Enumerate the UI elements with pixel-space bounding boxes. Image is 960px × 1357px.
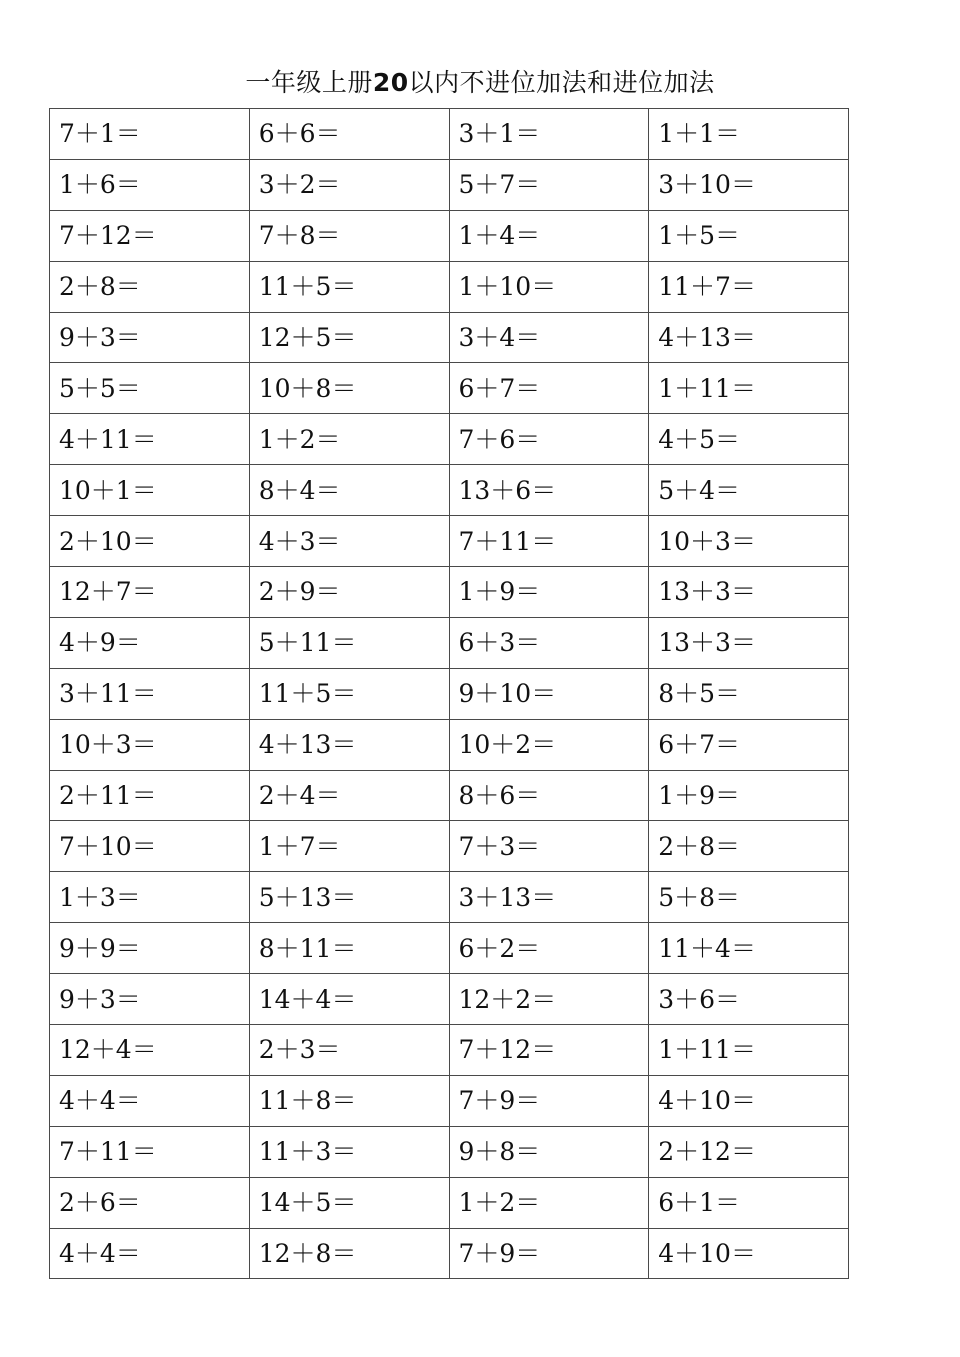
problem-cell: 9＋9＝ — [50, 923, 250, 974]
problem-cell: 8＋5＝ — [649, 668, 849, 719]
problem-cell: 5＋7＝ — [449, 159, 649, 210]
problem-cell: 1＋2＝ — [449, 1177, 649, 1228]
problem-cell: 7＋9＝ — [449, 1228, 649, 1279]
problem-cell: 8＋6＝ — [449, 770, 649, 821]
problem-table — [49, 108, 849, 1279]
problem-cell: 4＋11＝ — [50, 414, 250, 465]
table-row — [50, 1075, 849, 1126]
problem-cell: 5＋13＝ — [249, 872, 449, 923]
problem-cell: 8＋4＝ — [249, 465, 449, 516]
problem-cell: 1＋6＝ — [50, 159, 250, 210]
problem-cell: 6＋3＝ — [449, 617, 649, 668]
problem-cell: 1＋10＝ — [449, 261, 649, 312]
table-row — [50, 923, 849, 974]
problem-cell: 3＋13＝ — [449, 872, 649, 923]
problem-cell: 4＋13＝ — [649, 312, 849, 363]
problem-cell: 1＋1＝ — [649, 109, 849, 160]
table-row — [50, 617, 849, 668]
table-row — [50, 668, 849, 719]
problem-cell: 3＋2＝ — [249, 159, 449, 210]
problem-cell: 11＋5＝ — [249, 261, 449, 312]
table-row — [50, 210, 849, 261]
table-row — [50, 770, 849, 821]
problem-cell: 13＋3＝ — [649, 617, 849, 668]
problem-cell: 14＋5＝ — [249, 1177, 449, 1228]
problem-cell: 1＋5＝ — [649, 210, 849, 261]
problem-cell: 2＋8＝ — [649, 821, 849, 872]
table-row — [50, 261, 849, 312]
problem-cell: 7＋11＝ — [449, 516, 649, 567]
problem-cell: 13＋3＝ — [649, 567, 849, 618]
table-row — [50, 1025, 849, 1076]
table-row — [50, 1177, 849, 1228]
table-row — [50, 109, 849, 160]
problem-cell: 7＋3＝ — [449, 821, 649, 872]
table-row — [50, 719, 849, 770]
problem-cell: 7＋8＝ — [249, 210, 449, 261]
problem-cell: 12＋4＝ — [50, 1025, 250, 1076]
problem-cell: 5＋11＝ — [249, 617, 449, 668]
problem-cell: 11＋4＝ — [649, 923, 849, 974]
problem-cell: 10＋2＝ — [449, 719, 649, 770]
problem-cell: 4＋10＝ — [649, 1228, 849, 1279]
table-row — [50, 363, 849, 414]
problem-cell: 3＋1＝ — [449, 109, 649, 160]
problem-cell: 1＋9＝ — [449, 567, 649, 618]
problem-cell: 7＋11＝ — [50, 1126, 250, 1177]
problem-cell: 9＋8＝ — [449, 1126, 649, 1177]
problem-cell: 12＋2＝ — [449, 974, 649, 1025]
problem-cell: 1＋3＝ — [50, 872, 250, 923]
table-row — [50, 414, 849, 465]
table-row — [50, 974, 849, 1025]
problem-cell: 1＋2＝ — [249, 414, 449, 465]
problem-cell: 9＋3＝ — [50, 974, 250, 1025]
problem-cell: 3＋10＝ — [649, 159, 849, 210]
table-row — [50, 516, 849, 567]
problem-cell: 5＋4＝ — [649, 465, 849, 516]
problem-cell: 1＋11＝ — [649, 363, 849, 414]
table-row — [50, 159, 849, 210]
problem-cell: 1＋4＝ — [449, 210, 649, 261]
problem-cell: 7＋1＝ — [50, 109, 250, 160]
problem-cell: 11＋5＝ — [249, 668, 449, 719]
problem-cell: 2＋11＝ — [50, 770, 250, 821]
problem-cell: 2＋4＝ — [249, 770, 449, 821]
problem-cell: 4＋4＝ — [50, 1228, 250, 1279]
problem-cell: 13＋6＝ — [449, 465, 649, 516]
problem-cell: 9＋3＝ — [50, 312, 250, 363]
problem-cell: 12＋5＝ — [249, 312, 449, 363]
table-row — [50, 312, 849, 363]
problem-cell: 2＋10＝ — [50, 516, 250, 567]
problem-cell: 4＋9＝ — [50, 617, 250, 668]
problem-cell: 6＋2＝ — [449, 923, 649, 974]
problem-cell: 3＋11＝ — [50, 668, 250, 719]
table-row — [50, 872, 849, 923]
problem-cell: 8＋11＝ — [249, 923, 449, 974]
problem-cell: 11＋7＝ — [649, 261, 849, 312]
problem-cell: 4＋3＝ — [249, 516, 449, 567]
title-prefix: 一年级上册 — [245, 68, 373, 97]
table-row — [50, 567, 849, 618]
problem-cell: 2＋6＝ — [50, 1177, 250, 1228]
problem-cell: 4＋13＝ — [249, 719, 449, 770]
problem-cell: 2＋9＝ — [249, 567, 449, 618]
problem-cell: 14＋4＝ — [249, 974, 449, 1025]
problem-cell: 7＋12＝ — [50, 210, 250, 261]
problem-cell: 6＋1＝ — [649, 1177, 849, 1228]
problem-table-body — [50, 109, 849, 1279]
problem-cell: 3＋4＝ — [449, 312, 649, 363]
problem-cell: 6＋6＝ — [249, 109, 449, 160]
problem-cell: 12＋7＝ — [50, 567, 250, 618]
problem-cell: 11＋3＝ — [249, 1126, 449, 1177]
problem-cell: 7＋10＝ — [50, 821, 250, 872]
problem-cell: 10＋1＝ — [50, 465, 250, 516]
problem-cell: 7＋12＝ — [449, 1025, 649, 1076]
problem-cell: 10＋3＝ — [50, 719, 250, 770]
problem-cell: 4＋4＝ — [50, 1075, 250, 1126]
table-row — [50, 821, 849, 872]
problem-cell: 3＋6＝ — [649, 974, 849, 1025]
problem-cell: 1＋11＝ — [649, 1025, 849, 1076]
table-row — [50, 1126, 849, 1177]
problem-cell: 10＋8＝ — [249, 363, 449, 414]
problem-cell: 7＋9＝ — [449, 1075, 649, 1126]
problem-cell: 2＋8＝ — [50, 261, 250, 312]
problem-cell: 11＋8＝ — [249, 1075, 449, 1126]
title-number: 20 — [372, 68, 409, 97]
problem-cell: 2＋12＝ — [649, 1126, 849, 1177]
problem-cell: 4＋5＝ — [649, 414, 849, 465]
problem-cell: 1＋7＝ — [249, 821, 449, 872]
problem-cell: 6＋7＝ — [449, 363, 649, 414]
worksheet-title — [0, 64, 960, 102]
table-row — [50, 1228, 849, 1279]
problem-cell: 5＋8＝ — [649, 872, 849, 923]
problem-cell: 7＋6＝ — [449, 414, 649, 465]
problem-cell: 12＋8＝ — [249, 1228, 449, 1279]
problem-cell: 6＋7＝ — [649, 719, 849, 770]
problem-cell: 2＋3＝ — [249, 1025, 449, 1076]
problem-cell: 10＋3＝ — [649, 516, 849, 567]
problem-cell: 5＋5＝ — [50, 363, 250, 414]
problem-cell: 9＋10＝ — [449, 668, 649, 719]
problem-cell: 4＋10＝ — [649, 1075, 849, 1126]
title-suffix: 以内不进位加法和进位加法 — [408, 68, 715, 97]
table-row — [50, 465, 849, 516]
problem-cell: 1＋9＝ — [649, 770, 849, 821]
